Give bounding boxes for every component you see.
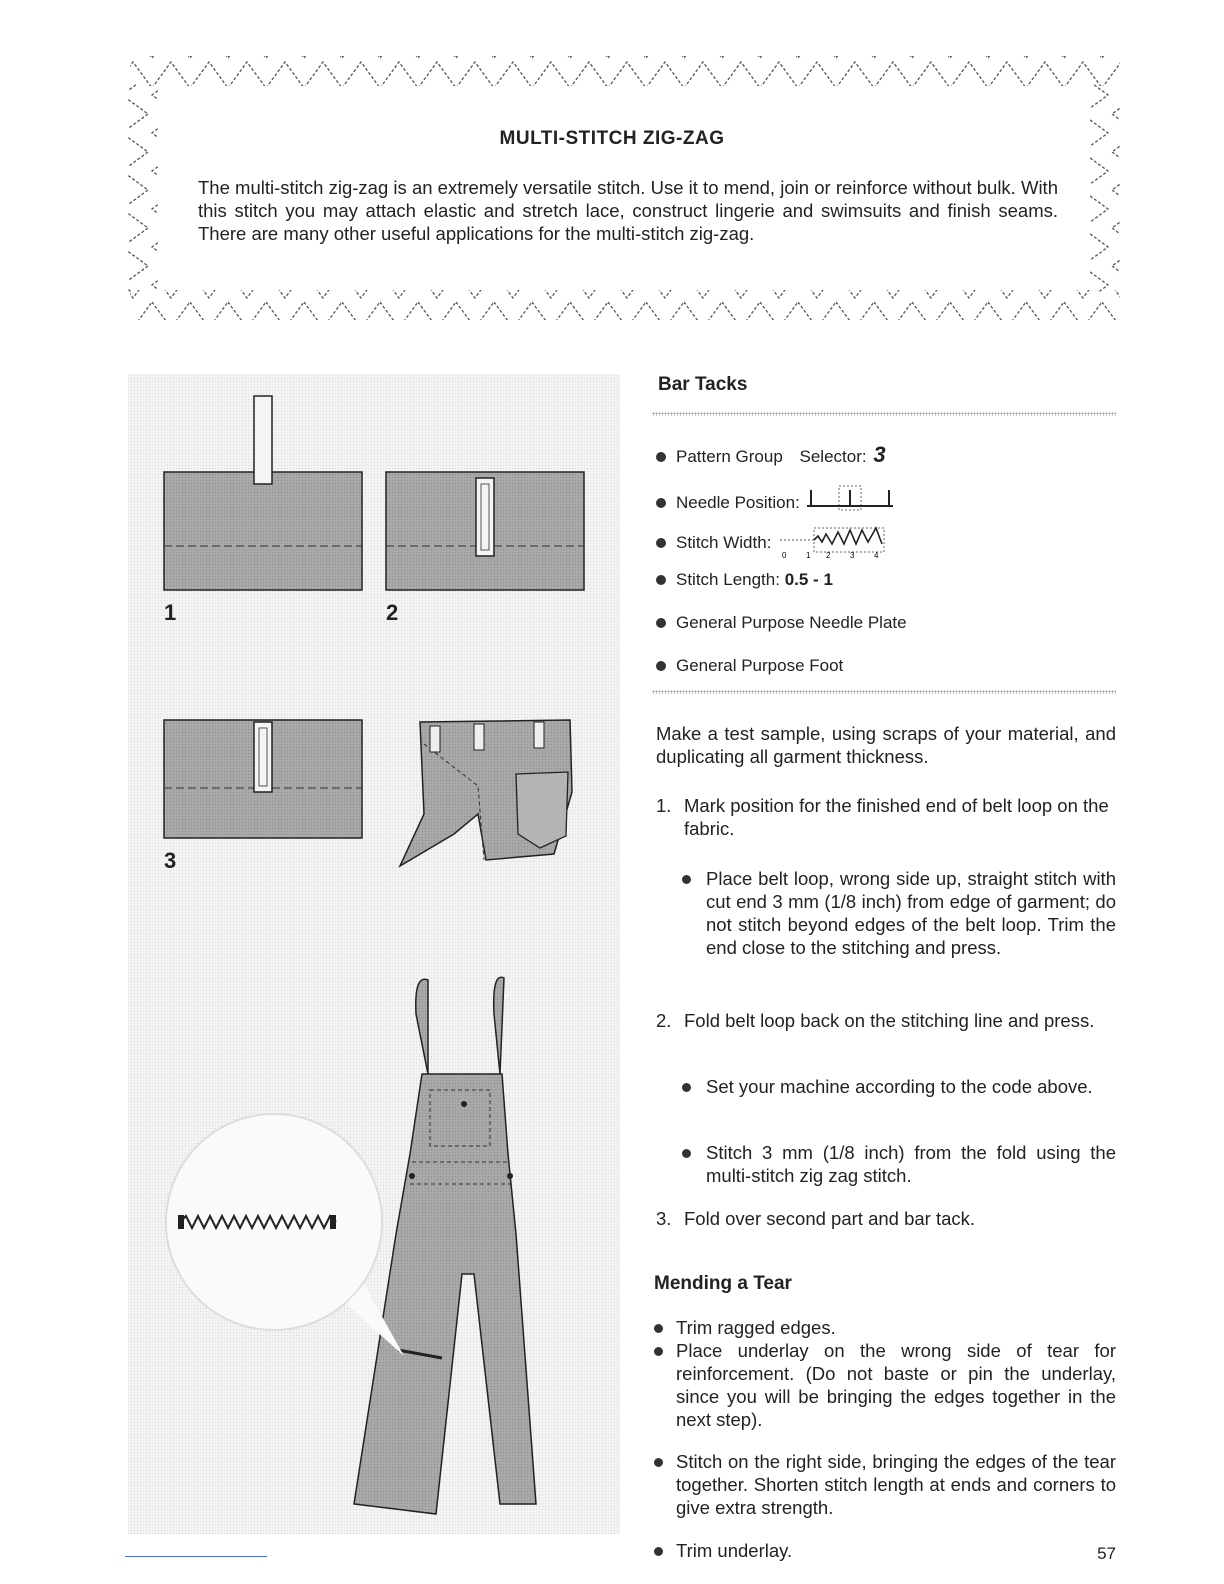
spec-foot: General Purpose Foot: [656, 656, 843, 676]
bullet-icon: [656, 452, 666, 462]
divider-bottom: [652, 690, 1116, 694]
step-2: 2. Fold belt loop back on the stitching line and press.: [656, 1010, 1095, 1031]
spec-stitch-length: Stitch Length: 0.5 - 1: [656, 570, 833, 590]
step-3: 3. Fold over second part and bar tack.: [656, 1208, 976, 1229]
mending-title: Mending a Tear: [654, 1273, 792, 1294]
bullet-icon: [654, 1458, 663, 1467]
mending-item: Stitch on the right side, bringing the edges of the tear together. Shorten stitch length at ends and corners to give extra strength.: [654, 1450, 1116, 1519]
scale-tick-4: 4: [874, 551, 879, 560]
bullet-icon: [656, 661, 666, 671]
figure-3-label: 3: [164, 848, 177, 873]
bullet-icon: [682, 875, 691, 884]
bullet-icon: [682, 1083, 691, 1092]
spec-needle-plate: General Purpose Needle Plate: [656, 613, 907, 633]
scale-tick-3: 3: [850, 551, 855, 560]
bullet-icon: [682, 1149, 691, 1158]
mending-item: Trim underlay.: [654, 1539, 1116, 1562]
step-1-sub: Place belt loop, wrong side up, straight stitch with cut end 3 mm (1/8 inch) from edge of garment; do not stitch beyond edges of the belt loop. Trim the end close to the stitching and press.: [682, 867, 1116, 959]
mending-item: Trim ragged edges.: [654, 1316, 1116, 1339]
step-2-sub-b: Stitch 3 mm (1/8 inch) from the fold using the multi-stitch zig zag stitch.: [682, 1141, 1116, 1187]
figure-1-label: 1: [164, 600, 177, 625]
step-2-sub-a: Set your machine according to the code above.: [682, 1075, 1116, 1098]
figure-2-label: 2: [386, 600, 399, 625]
zigzag-border: [0, 0, 1224, 340]
bullet-icon: [656, 498, 666, 508]
bullet-icon: [656, 618, 666, 628]
figure-2-diagram: [386, 472, 584, 590]
scale-tick-1: 1: [806, 551, 811, 560]
intro-paragraph: The multi-stitch zig-zag is an extremely versatile stitch. Use it to mend, join or reinforce without bulk. With this stitch you may attach elastic and stretch lace, construct lingerie and swimsuits and finish seams. There are many other useful applications for the multi-stitch zig-zag.: [198, 177, 1058, 244]
spec-pattern-group: Pattern Group Selector: 3: [656, 442, 886, 468]
bullet-icon: [656, 575, 666, 585]
page-number: 57: [1097, 1544, 1116, 1563]
section-title: MULTI-STITCH ZIG-ZAG: [499, 128, 725, 149]
bar-tacks-title: Bar Tacks: [658, 374, 748, 395]
figure-3-diagram: [164, 720, 362, 838]
divider-top: [652, 412, 1116, 416]
selector-value: 3: [873, 442, 886, 467]
machine-settings: [656, 438, 1126, 678]
scale-tick-0: 0: [782, 551, 787, 560]
bullet-icon: [654, 1347, 663, 1356]
needle-position-icon: [805, 484, 895, 514]
scale-tick-2: 2: [826, 551, 831, 560]
bullet-icon: [656, 538, 666, 548]
illustration-panel: [124, 374, 620, 1534]
shorts-illustration: [400, 720, 572, 866]
test-sample-paragraph: Make a test sample, using scraps of your material, and duplicating all garment thickness.: [656, 723, 1116, 767]
mending-item: Place underlay on the wrong side of tear for reinforcement. (Do not baste or pin the underlay, since you will be bringing the edges together in the next step).: [654, 1339, 1116, 1431]
bullet-icon: [654, 1547, 663, 1556]
spec-stitch-width: Stitch Width: 0 1 2 3 4: [656, 526, 886, 560]
spec-needle-position: Needle Position:: [656, 484, 895, 514]
bullet-icon: [654, 1324, 663, 1333]
stitch-width-scale-icon: [776, 526, 886, 560]
footer-link-underline: [125, 1556, 267, 1557]
step-1: 1. Mark position for the finished end of belt loop on the fabric.: [656, 795, 1109, 839]
